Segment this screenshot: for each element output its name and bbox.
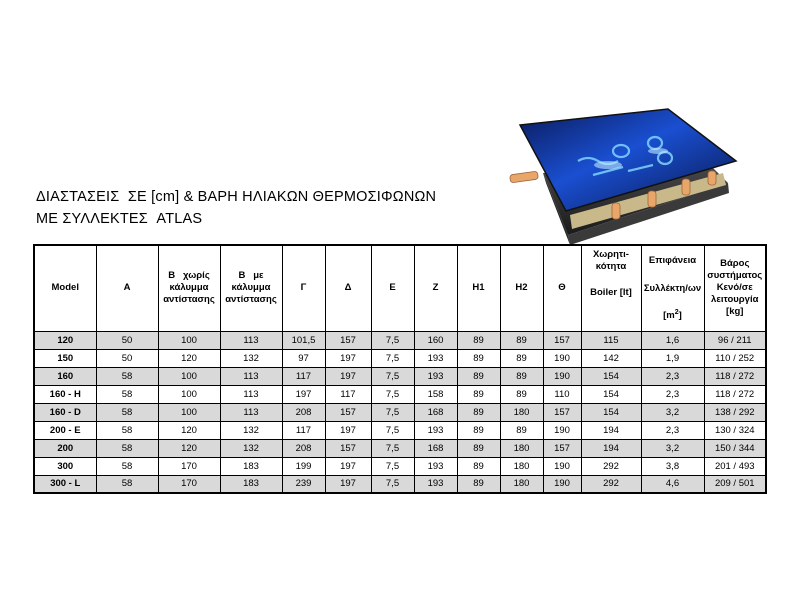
table-body <box>34 331 766 493</box>
cell-h2: 89 <box>500 385 543 403</box>
cell-th: 190 <box>543 457 581 475</box>
cell-g: 117 <box>282 421 325 439</box>
header-g: Γ <box>282 245 325 331</box>
cell-e: 7,5 <box>371 403 414 421</box>
cell-h2: 89 <box>500 367 543 385</box>
header-h1: Η1 <box>457 245 500 331</box>
cell-d: 197 <box>325 349 371 367</box>
header-boiler-capacity: Χωρητι- κότητα Boiler [lt] <box>581 245 641 331</box>
cell-e: 7,5 <box>371 439 414 457</box>
table-header-row <box>34 245 766 331</box>
header-collector-area: Επιφάνεια Συλλέκτη/ων $[m^2]$ <box>641 245 704 331</box>
cell-h2: 180 <box>500 457 543 475</box>
cell-area: 2,3 <box>641 367 704 385</box>
cell-b1: 100 <box>158 331 220 349</box>
cell-z: 193 <box>414 367 457 385</box>
header-th: Θ <box>543 245 581 331</box>
cell-z: 158 <box>414 385 457 403</box>
cell-weight: 150 / 344 <box>704 439 766 457</box>
cell-h2: 89 <box>500 421 543 439</box>
cell-model: 200 - E <box>34 421 96 439</box>
cell-h1: 89 <box>457 349 500 367</box>
cell-g: 101,5 <box>282 331 325 349</box>
table-row <box>34 385 766 403</box>
cell-th: 190 <box>543 421 581 439</box>
cell-b1: 120 <box>158 349 220 367</box>
cell-e: 7,5 <box>371 421 414 439</box>
cell-g: 199 <box>282 457 325 475</box>
cell-cap: 292 <box>581 475 641 493</box>
cell-th: 110 <box>543 385 581 403</box>
cell-cap: 154 <box>581 367 641 385</box>
cell-h1: 89 <box>457 457 500 475</box>
cell-a: 50 <box>96 349 158 367</box>
table-row <box>34 475 766 493</box>
header-system-weight: Βάρος συστήματος Κενό/σε λειτουργία [kg] <box>704 245 766 331</box>
cell-area: 3,2 <box>641 439 704 457</box>
cell-model: 120 <box>34 331 96 349</box>
title-line-2: ΜΕ ΣΥΛΛΕΚΤΕΣ ATLAS <box>36 211 203 227</box>
cell-cap: 194 <box>581 421 641 439</box>
header-model: Model <box>34 245 96 331</box>
cell-h2: 89 <box>500 349 543 367</box>
header-b-without-cover: Β χωρίς κάλυμμα αντίστασης <box>158 245 220 331</box>
cell-b2: 132 <box>220 349 282 367</box>
cell-weight: 118 / 272 <box>704 385 766 403</box>
cell-cap: 115 <box>581 331 641 349</box>
cell-z: 193 <box>414 421 457 439</box>
cell-h2: 89 <box>500 331 543 349</box>
cell-b1: 120 <box>158 439 220 457</box>
cell-e: 7,5 <box>371 349 414 367</box>
cell-h1: 89 <box>457 475 500 493</box>
cell-g: 197 <box>282 385 325 403</box>
cell-b1: 100 <box>158 367 220 385</box>
cell-a: 58 <box>96 439 158 457</box>
cell-weight: 130 / 324 <box>704 421 766 439</box>
cell-h2: 180 <box>500 439 543 457</box>
cell-a: 58 <box>96 457 158 475</box>
cell-g: 208 <box>282 439 325 457</box>
cell-b1: 100 <box>158 403 220 421</box>
title-line-1: ΔΙΑΣΤΑΣΕΙΣ ΣΕ [cm] & ΒΑΡΗ ΗΛΙΑΚΩΝ ΘΕΡΜΟΣΙΦΩΝΩΝ <box>36 189 437 205</box>
cell-b2: 183 <box>220 475 282 493</box>
cell-d: 117 <box>325 385 371 403</box>
cell-z: 168 <box>414 439 457 457</box>
cell-a: 58 <box>96 475 158 493</box>
cell-model: 160 <box>34 367 96 385</box>
cell-b1: 170 <box>158 457 220 475</box>
cell-cap: 292 <box>581 457 641 475</box>
cell-b1: 120 <box>158 421 220 439</box>
cell-area: 4,6 <box>641 475 704 493</box>
cell-d: 197 <box>325 421 371 439</box>
cell-z: 193 <box>414 475 457 493</box>
cell-th: 190 <box>543 367 581 385</box>
cell-b1: 100 <box>158 385 220 403</box>
cell-b2: 183 <box>220 457 282 475</box>
table-row <box>34 421 766 439</box>
cell-model: 150 <box>34 349 96 367</box>
cell-b2: 113 <box>220 385 282 403</box>
cell-d: 197 <box>325 475 371 493</box>
cell-area: 1,6 <box>641 331 704 349</box>
cell-d: 197 <box>325 457 371 475</box>
cell-z: 193 <box>414 457 457 475</box>
cell-weight: 96 / 211 <box>704 331 766 349</box>
cell-h1: 89 <box>457 331 500 349</box>
header-e: Ε <box>371 245 414 331</box>
cell-th: 157 <box>543 439 581 457</box>
cell-d: 197 <box>325 367 371 385</box>
cell-g: 239 <box>282 475 325 493</box>
cell-d: 157 <box>325 331 371 349</box>
header-d: Δ <box>325 245 371 331</box>
cell-area: 1,9 <box>641 349 704 367</box>
cell-h1: 89 <box>457 385 500 403</box>
cell-th: 157 <box>543 403 581 421</box>
cell-model: 300 - L <box>34 475 96 493</box>
cell-e: 7,5 <box>371 385 414 403</box>
table-row <box>34 349 766 367</box>
cell-model: 200 <box>34 439 96 457</box>
cell-a: 50 <box>96 331 158 349</box>
cell-weight: 138 / 292 <box>704 403 766 421</box>
cell-d: 157 <box>325 403 371 421</box>
cell-cap: 154 <box>581 385 641 403</box>
cell-b2: 113 <box>220 403 282 421</box>
cell-cap: 194 <box>581 439 641 457</box>
table-row <box>34 457 766 475</box>
cell-cap: 142 <box>581 349 641 367</box>
cell-g: 208 <box>282 403 325 421</box>
cell-model: 300 <box>34 457 96 475</box>
cell-area: 3,2 <box>641 403 704 421</box>
cell-cap: 154 <box>581 403 641 421</box>
cell-h1: 89 <box>457 439 500 457</box>
cell-a: 58 <box>96 367 158 385</box>
header-b-with-cover: Β με κάλυμμα αντίστασης <box>220 245 282 331</box>
table-row <box>34 403 766 421</box>
dimensions-table <box>33 244 767 494</box>
cell-b2: 132 <box>220 421 282 439</box>
cell-a: 58 <box>96 421 158 439</box>
table-row <box>34 367 766 385</box>
cell-e: 7,5 <box>371 475 414 493</box>
cell-e: 7,5 <box>371 457 414 475</box>
cell-h2: 180 <box>500 475 543 493</box>
cell-h1: 89 <box>457 367 500 385</box>
cell-e: 7,5 <box>371 331 414 349</box>
cell-a: 58 <box>96 385 158 403</box>
solar-collector-image <box>508 103 738 253</box>
cell-b2: 113 <box>220 331 282 349</box>
cell-model: 160 - D <box>34 403 96 421</box>
page-title <box>36 186 466 230</box>
cell-z: 168 <box>414 403 457 421</box>
cell-weight: 201 / 493 <box>704 457 766 475</box>
cell-z: 160 <box>414 331 457 349</box>
cell-weight: 110 / 252 <box>704 349 766 367</box>
cell-area: 3,8 <box>641 457 704 475</box>
cell-g: 97 <box>282 349 325 367</box>
cell-area: 2,3 <box>641 421 704 439</box>
header-z: Ζ <box>414 245 457 331</box>
cell-b2: 113 <box>220 367 282 385</box>
header-h2: Η2 <box>500 245 543 331</box>
cell-th: 190 <box>543 349 581 367</box>
cell-d: 157 <box>325 439 371 457</box>
cell-area: 2,3 <box>641 385 704 403</box>
cell-z: 193 <box>414 349 457 367</box>
cell-g: 117 <box>282 367 325 385</box>
cell-model: 160 - H <box>34 385 96 403</box>
cell-b2: 132 <box>220 439 282 457</box>
cell-b1: 170 <box>158 475 220 493</box>
table-row <box>34 331 766 349</box>
cell-th: 190 <box>543 475 581 493</box>
cell-e: 7,5 <box>371 367 414 385</box>
table-row <box>34 439 766 457</box>
cell-th: 157 <box>543 331 581 349</box>
cell-a: 58 <box>96 403 158 421</box>
cell-weight: 118 / 272 <box>704 367 766 385</box>
header-a: A <box>96 245 158 331</box>
cell-weight: 209 / 501 <box>704 475 766 493</box>
cell-h1: 89 <box>457 421 500 439</box>
cell-h1: 89 <box>457 403 500 421</box>
cell-h2: 180 <box>500 403 543 421</box>
